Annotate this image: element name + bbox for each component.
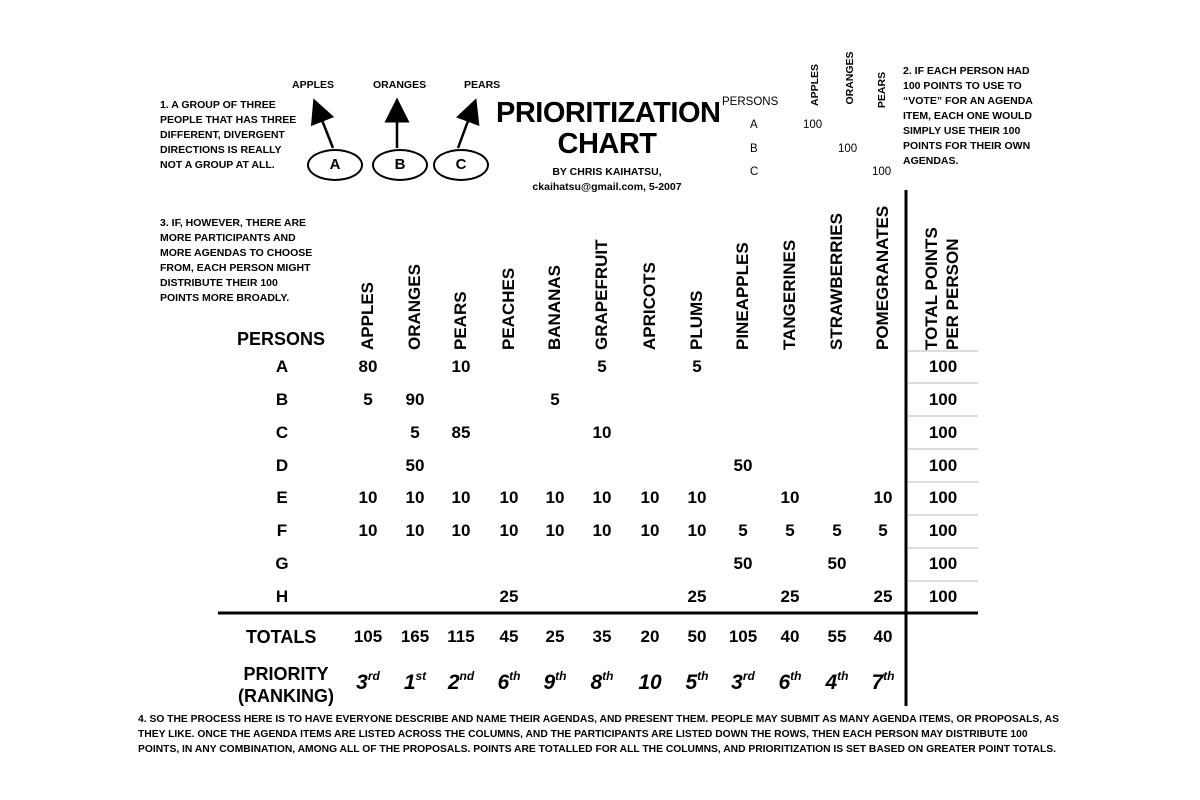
table-cell: 10 — [451, 521, 471, 540]
table-cell: 10 — [358, 488, 378, 507]
column-total-cell: 25 — [545, 627, 565, 646]
person-a-circle: A — [307, 149, 363, 181]
table-cell: 5 — [692, 357, 702, 376]
note4-line: POINTS, IN ANY COMBINATION, AMONG ALL OF THE PROPOSALS. POINTS ARE TOTALLED FOR ALL THE COLUMNS, AND PRIORITIZATION IS SET BASED ON GREATER POINT TOTALS. — [138, 744, 1056, 755]
table-cell: 10 — [545, 521, 565, 540]
table-cell: 50 — [827, 554, 847, 573]
totals-label: TOTALS — [246, 627, 317, 647]
row-label-person-e: E — [276, 488, 288, 507]
column-header-pineapples: PINEAPPLES — [733, 242, 752, 350]
rank-number: 6 — [778, 671, 791, 694]
column-total-cell: 40 — [780, 627, 800, 646]
table-cell: 10 — [545, 488, 565, 507]
column-total-cell: 35 — [592, 627, 612, 646]
row-total-cell: 100 — [928, 423, 958, 442]
table-cell: 10 — [780, 488, 800, 507]
table-cell: 5 — [363, 390, 373, 409]
table-cell: 10 — [499, 488, 519, 507]
note2-line: 100 POINTS TO USE TO — [903, 80, 1022, 92]
mini-cell-a-apples: 100 — [803, 119, 823, 131]
row-label-person-f: F — [276, 521, 288, 540]
column-total-cell: 45 — [499, 627, 519, 646]
column-total-cell: 20 — [640, 627, 660, 646]
rank-number: 3 — [356, 671, 368, 694]
total-points-header-line: TOTAL POINTS — [922, 227, 941, 350]
note2-line: AGENDAS. — [903, 155, 959, 167]
column-total-cell: 40 — [873, 627, 893, 646]
table-cell: 5 — [832, 521, 842, 540]
table-cell: 10 — [451, 357, 471, 376]
priority-label-line-1: PRIORITY — [243, 664, 329, 684]
priority-rank-cell — [765, 671, 815, 695]
rank-suffix: th — [883, 669, 895, 683]
rank-suffix: th — [555, 669, 567, 683]
rank-suffix: th — [697, 669, 709, 683]
row-label-person-a: A — [275, 357, 289, 376]
priority-rank-cell — [812, 671, 862, 695]
row-total-cell: 100 — [928, 488, 958, 507]
column-header-tangerines: TANGERINES — [780, 239, 799, 350]
row-label-person-b: B — [275, 390, 289, 409]
persons-header: PERSONS — [237, 329, 326, 349]
column-header-plums: PLUMS — [687, 290, 706, 350]
title-line-1: PRIORITIZATION — [496, 97, 721, 129]
table-cell: 10 — [499, 521, 519, 540]
rank-suffix: th — [509, 669, 521, 683]
priority-rank-cell — [858, 671, 908, 695]
mini-col-apples: APPLES — [809, 63, 821, 107]
diagram-direction-oranges: ORANGES — [373, 79, 427, 91]
rank-number: 1 — [403, 671, 416, 694]
mini-row-a-label: A — [750, 119, 758, 131]
table-cell: 80 — [358, 357, 378, 376]
column-header-strawberries: STRAWBERRIES — [827, 213, 846, 350]
priority-rank-cell — [577, 671, 627, 695]
note2-line: “VOTE” FOR AN AGENDA — [903, 95, 1033, 107]
note-4 — [138, 712, 1059, 757]
table-cell: 25 — [499, 587, 519, 606]
arrow-a — [318, 110, 333, 148]
table-cell: 10 — [592, 488, 612, 507]
rank-number: 6 — [497, 671, 510, 694]
column-total-cell: 115 — [447, 627, 475, 646]
table-cell: 25 — [687, 587, 707, 606]
column-total-cell: 50 — [687, 627, 707, 646]
priority-rank-cell — [625, 671, 675, 695]
mini-row-c-label: C — [750, 166, 759, 178]
rank-suffix: st — [415, 669, 427, 683]
table-cell: 50 — [405, 456, 425, 475]
note-3 — [160, 216, 312, 306]
note1-line: PEOPLE THAT HAS THREE — [160, 114, 297, 126]
page-title — [496, 97, 721, 160]
mini-col-oranges: ORANGES — [844, 51, 856, 105]
rank-suffix: th — [837, 669, 849, 683]
rank-number: 2 — [447, 671, 460, 694]
total-points-header-line: PER PERSON — [943, 238, 962, 350]
table-cell: 10 — [873, 488, 893, 507]
column-total-cell: 105 — [353, 627, 383, 646]
column-header-grapefruit: GRAPEFRUIT — [592, 239, 611, 350]
table-cell: 90 — [405, 390, 425, 409]
table-cell: 10 — [405, 521, 425, 540]
priority-label-line-2: (RANKING) — [238, 686, 334, 706]
rank-suffix: th — [602, 669, 614, 683]
row-label-person-h: H — [275, 587, 289, 606]
rank-number: 3 — [731, 671, 743, 694]
note3-line: FROM, EACH PERSON MIGHT — [160, 262, 311, 274]
rank-number: 4 — [825, 671, 838, 694]
note2-line: ITEM, EACH ONE WOULD — [903, 110, 1032, 122]
note3-line: 3. IF, HOWEVER, THERE ARE — [160, 217, 307, 229]
table-cell: 10 — [687, 521, 707, 540]
table-cell: 5 — [550, 390, 560, 409]
column-header-peaches: PEACHES — [499, 267, 518, 350]
table-cell: 5 — [878, 521, 888, 540]
priority-rank-cell — [484, 671, 534, 695]
row-total-cell: 100 — [928, 554, 958, 573]
rank-suffix: th — [790, 669, 802, 683]
priority-rank-cell — [672, 671, 722, 695]
rank-number: 7 — [871, 671, 884, 694]
row-total-cell: 100 — [928, 521, 958, 540]
diagram-direction-apples: APPLES — [292, 79, 335, 91]
column-header-pears: PEARS — [451, 291, 470, 350]
note1-line: DIFFERENT, DIVERGENT — [160, 129, 285, 141]
priority-rank-cell — [390, 671, 440, 695]
table-cell: 25 — [873, 587, 893, 606]
table-cell: 50 — [733, 554, 753, 573]
table-cell: 25 — [780, 587, 800, 606]
row-label-person-d: D — [275, 456, 289, 475]
rank-suffix: rd — [367, 669, 380, 683]
row-total-cell: 100 — [928, 390, 958, 409]
note4-line: 4. SO THE PROCESS HERE IS TO HAVE EVERYONE DESCRIBE AND NAME THEIR AGENDAS, AND PRESENT THEM. PEOPLE MAY SUBMIT AS MANY AGENDA ITEMS, OR PROPOSALS, AS — [138, 714, 1059, 725]
mini-row-b-label: B — [750, 143, 758, 155]
priority-rank-cell — [343, 671, 393, 695]
diagram-direction-pears: PEARS — [464, 79, 501, 91]
column-header-oranges: ORANGES — [405, 264, 424, 350]
mini-cell-c-pears: 100 — [872, 166, 892, 178]
rank-suffix: nd — [459, 669, 475, 683]
mini-col-pears: PEARS — [876, 71, 888, 109]
table-cell: 10 — [405, 488, 425, 507]
row-total-cell: 100 — [928, 587, 958, 606]
priority-rank-cell — [436, 671, 486, 695]
note1-line: DIRECTIONS IS REALLY — [160, 144, 282, 156]
table-cell: 5 — [738, 521, 748, 540]
priority-label — [232, 663, 340, 707]
column-total-cell: 165 — [400, 627, 430, 646]
column-header-pomegranates: POMEGRANATES — [873, 205, 892, 350]
rank-number: 5 — [685, 671, 698, 694]
priority-rank-cell — [718, 671, 768, 695]
table-cell: 10 — [592, 423, 612, 442]
rank-number: 10 — [638, 671, 662, 694]
note4-line: THEY LIKE. ONCE THE AGENDA ITEMS ARE LISTED ACROSS THE COLUMNS, AND THE PARTICIPANTS ARE LISTED DOWN THE ROWS, THEN EACH PERSON MAY DISTRIBUTE 100 — [138, 729, 1028, 740]
table-cell: 5 — [410, 423, 420, 442]
note3-line: MORE PARTICIPANTS AND — [160, 232, 296, 244]
table-cell: 85 — [451, 423, 471, 442]
note3-line: POINTS MORE BROADLY. — [160, 292, 290, 304]
note3-line: DISTRIBUTE THEIR 100 — [160, 277, 278, 289]
priority-rank-cell — [530, 671, 580, 695]
table-cell: 10 — [640, 521, 660, 540]
column-total-cell: 105 — [728, 627, 758, 646]
mini-persons-label: PERSONS — [722, 96, 779, 108]
row-label-person-c: C — [275, 423, 289, 442]
note1-line: NOT A GROUP AT ALL. — [160, 159, 275, 171]
note2-line: SIMPLY USE THEIR 100 — [903, 125, 1021, 137]
note1-line: 1. A GROUP OF THREE — [160, 99, 276, 111]
rank-suffix: rd — [742, 669, 755, 683]
person-c-circle: C — [433, 149, 489, 181]
table-cell: 10 — [451, 488, 471, 507]
table-cell: 50 — [733, 456, 753, 475]
person-b-circle: B — [372, 149, 428, 181]
arrow-c — [458, 110, 472, 148]
author-email: ckaihatsu@gmail.com, 5-2007 — [532, 181, 682, 193]
note2-line: POINTS FOR THEIR OWN — [903, 140, 1031, 152]
title-line-2: CHART — [557, 128, 657, 160]
note2-line: 2. IF EACH PERSON HAD — [903, 65, 1030, 77]
rank-number: 9 — [543, 671, 556, 694]
column-header-apples: APPLES — [358, 281, 377, 350]
mini-cell-b-oranges: 100 — [838, 143, 858, 155]
note-2 — [903, 64, 1033, 169]
byline: BY CHRIS KAIHATSU, — [552, 166, 662, 178]
table-cell: 10 — [592, 521, 612, 540]
row-label-person-g: G — [275, 554, 289, 573]
table-cell: 5 — [597, 357, 607, 376]
column-header-bananas: BANANAS — [545, 265, 564, 350]
table-cell: 10 — [687, 488, 707, 507]
row-total-cell: 100 — [928, 357, 958, 376]
table-cell: 10 — [640, 488, 660, 507]
note3-line: MORE AGENDAS TO CHOOSE — [160, 247, 313, 259]
column-header-apricots: APRICOTS — [640, 262, 659, 350]
table-cell: 10 — [358, 521, 378, 540]
table-cell: 5 — [785, 521, 795, 540]
rank-number: 8 — [590, 671, 603, 694]
column-total-cell: 55 — [827, 627, 847, 646]
row-total-cell: 100 — [928, 456, 958, 475]
